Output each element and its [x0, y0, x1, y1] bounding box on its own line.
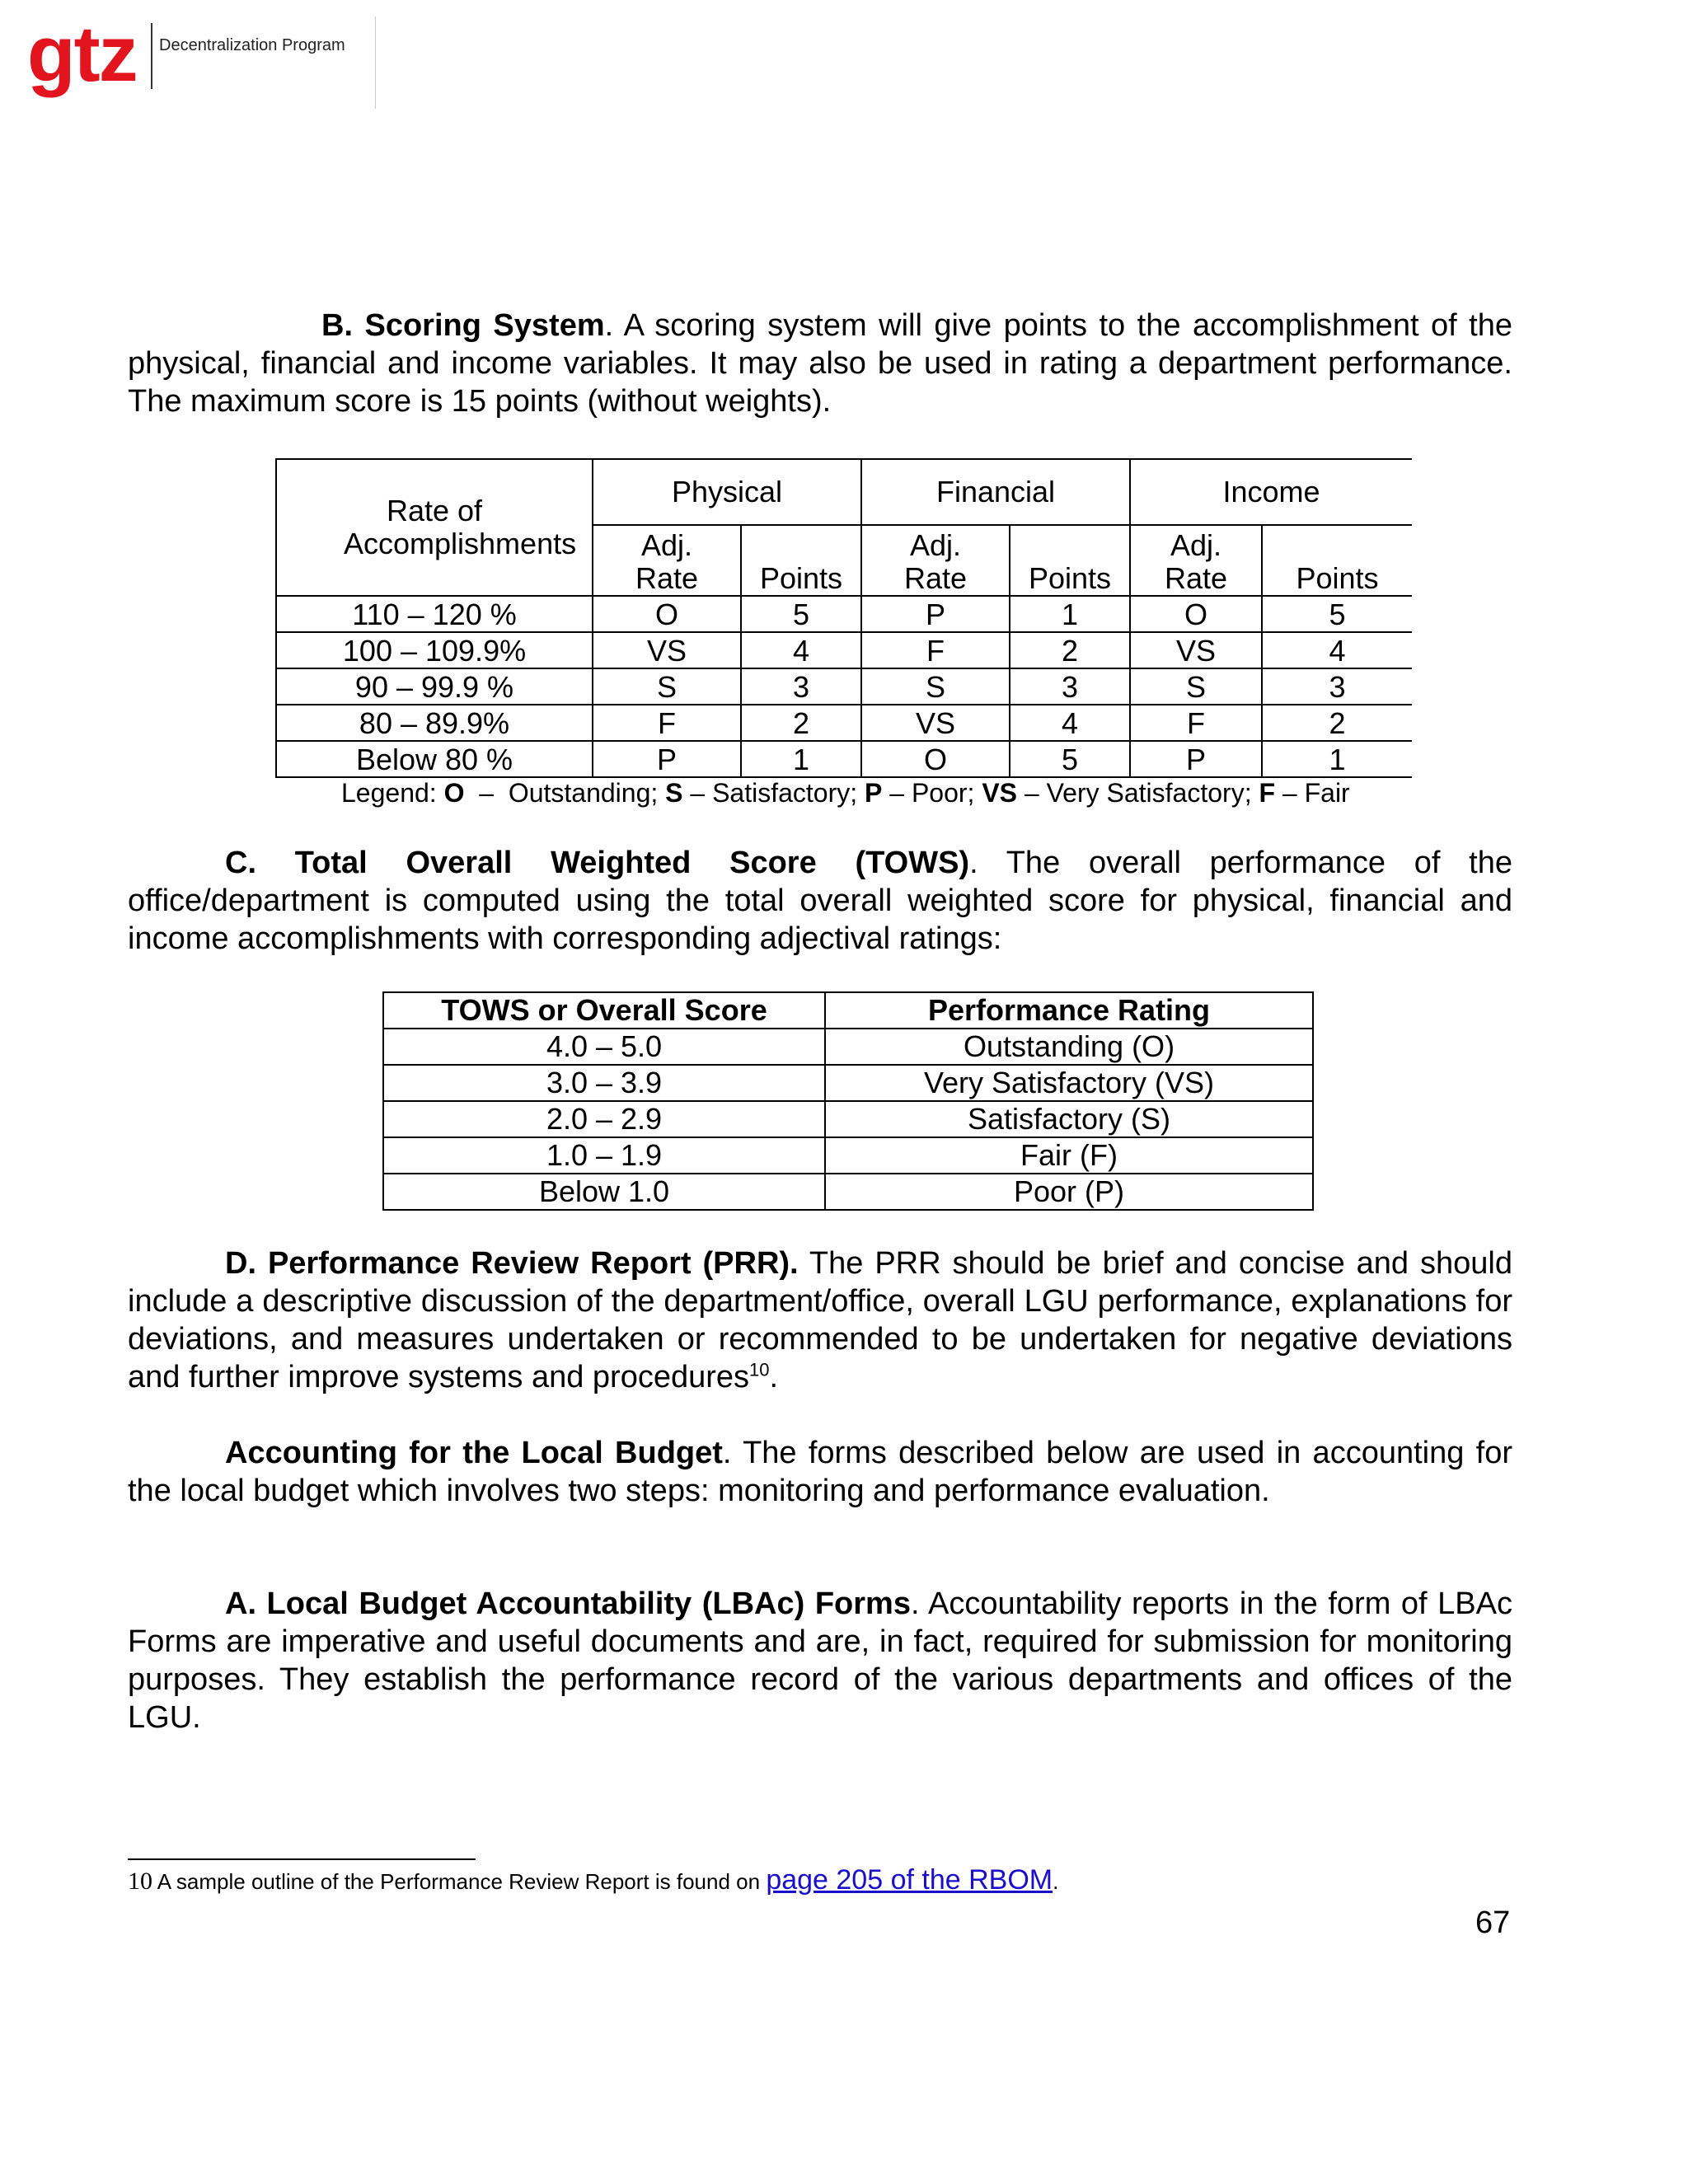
table-cell: 2 — [741, 705, 861, 741]
group-physical: Physical — [593, 459, 861, 525]
section-b-text: . A scoring system will give points to the accomplishment of the physical, financial and income variables. It may also be used in rating a department performance. The maximum score is 15 points (without weights). — [128, 308, 1513, 419]
legend-text: – Poor; — [882, 778, 982, 808]
table-cell: 1 — [1010, 596, 1130, 632]
legend: Legend: O – Outstanding; S – Satisfactory; P – Poor; VS – Very Satisfactory; F – Fair — [341, 778, 1350, 808]
sub-adj-rate: Adj. Rate — [593, 525, 741, 596]
footnote-ref: 10 — [749, 1359, 770, 1380]
group-financial: Financial — [861, 459, 1130, 525]
table-cell: 2 — [1262, 705, 1412, 741]
legend-text: – Fair — [1275, 778, 1350, 808]
legend-abbr: O — [443, 778, 465, 808]
section-b-title: B. Scoring System — [321, 308, 605, 343]
legend-abbr: P — [865, 778, 883, 808]
table-cell: 1.0 – 1.9 — [383, 1137, 825, 1174]
section-a-title: A. Local Budget Accountability (LBAc) Forms — [225, 1586, 911, 1621]
table-cell: O — [593, 596, 741, 632]
logo-divider — [151, 23, 152, 89]
sub-points: Points — [741, 525, 861, 596]
table-cell: F — [1130, 705, 1262, 741]
table-cell: 4.0 – 5.0 — [383, 1029, 825, 1065]
table-cell: Poor (P) — [825, 1174, 1313, 1210]
table-cell: 5 — [741, 596, 861, 632]
table-row — [276, 705, 1412, 741]
table-cell: 3.0 – 3.9 — [383, 1065, 825, 1101]
table-cell: 1 — [1262, 741, 1412, 777]
legend-text: – Outstanding; — [464, 778, 666, 808]
table-cell: VS — [593, 632, 741, 668]
table-cell: P — [593, 741, 741, 777]
table-cell: Fair (F) — [825, 1137, 1313, 1174]
accounting-paragraph — [128, 1434, 1512, 1510]
table-cell: O — [861, 741, 1010, 777]
section-c-text: . The overall performance of the office/department is computed using the total overall weighted score for physical, financial and income accomplishments with corresponding adjectival ratings: — [128, 846, 1512, 956]
footnote-text: A sample outline of the Performance Review Report is found on — [152, 1869, 767, 1894]
table-cell: Satisfactory (S) — [825, 1101, 1313, 1137]
tows-table — [382, 991, 1314, 1211]
table-cell: 3 — [1262, 668, 1412, 705]
section-d-title: D. Performance Review Report (PRR). — [225, 1246, 799, 1281]
table-row — [383, 1137, 1313, 1174]
table-cell: F — [593, 705, 741, 741]
rbom-link[interactable]: page 205 of the RBOM — [766, 1864, 1053, 1896]
table-row — [383, 1101, 1313, 1137]
legend-text: – Satisfactory; — [682, 778, 865, 808]
table-row — [276, 741, 1412, 777]
header-rule — [375, 16, 376, 109]
section-a-paragraph — [128, 1585, 1512, 1736]
tows-header-row — [383, 992, 1313, 1029]
table-cell: 2.0 – 2.9 — [383, 1101, 825, 1137]
group-income: Income — [1130, 459, 1412, 525]
table-cell: 4 — [1262, 632, 1412, 668]
footnote-number: 10 — [128, 1868, 152, 1895]
table-row — [383, 1065, 1313, 1101]
section-d-paragraph: D. Performance Review Report (PRR). The PRR should be brief and concise and should include a descriptive discussion of the department/office, overall LGU performance, explanations for deviations, and measures undertaken or recommended to be undertaken for negative deviations and further improve systems and procedures$^{10}$. — [128, 1246, 1512, 1394]
table-cell: VS — [861, 705, 1010, 741]
table-row — [276, 632, 1412, 668]
legend-abbr: F — [1259, 778, 1276, 808]
sub-points: Points — [1262, 525, 1412, 596]
table-cell: 5 — [1010, 741, 1130, 777]
section-d-text: The PRR should be brief and concise and should include a descriptive discussion of the department/office, overall LGU performance, explanations for deviations, and measures undertaken or recommended to be undertaken for negative deviations and further improve systems and procedures — [128, 1246, 1512, 1394]
section-a-text: . Accountability reports in the form of LBAc Forms are imperative and useful documents and are, in fact, required for submission for monitoring purposes. They establish the performance record of the various departments and offices of the LGU. — [128, 1586, 1512, 1735]
section-b-paragraph — [128, 307, 1512, 420]
table-cell: P — [861, 596, 1010, 632]
sub-adj-rate: Adj. Rate — [861, 525, 1010, 596]
table-cell: F — [861, 632, 1010, 668]
table-row — [276, 668, 1412, 705]
scoring-table-body — [276, 596, 1412, 777]
table-cell: Below 80 % — [276, 741, 593, 777]
table-cell: 1 — [741, 741, 861, 777]
legend-text: – Very Satisfactory; — [1017, 778, 1259, 808]
table-cell: 2 — [1010, 632, 1130, 668]
table-cell: 4 — [741, 632, 861, 668]
table-cell: 3 — [1010, 668, 1130, 705]
tows-header-cell: Performance Rating — [825, 992, 1313, 1029]
table-row — [276, 596, 1412, 632]
table-cell: VS — [1130, 632, 1262, 668]
tows-header-cell: TOWS or Overall Score — [383, 992, 825, 1029]
table-cell: 4 — [1010, 705, 1130, 741]
table-cell: Outstanding (O) — [825, 1029, 1313, 1065]
sub-adj-rate: Adj. Rate — [1130, 525, 1262, 596]
accounting-text: . The forms described below are used in accounting for the local budget which involves two steps: monitoring and performance evaluation. — [128, 1436, 1512, 1508]
sub-points: Points — [1010, 525, 1130, 596]
col-rate-header: Rate of Accomplishments — [276, 459, 593, 596]
table-cell: 3 — [741, 668, 861, 705]
table-cell: S — [593, 668, 741, 705]
scoring-table — [275, 458, 1412, 778]
section-c-title: C. Total Overall Weighted Score (TOWS) — [225, 846, 970, 880]
footnote: 10 A sample outline of the Performance Review Report is found on page 205 of the RBOM. — [128, 1864, 1059, 1896]
program-name: Decentralization Program — [159, 36, 345, 54]
table-cell: 90 – 99.9 % — [276, 668, 593, 705]
table-cell: Below 1.0 — [383, 1174, 825, 1210]
table-cell: 100 – 109.9% — [276, 632, 593, 668]
table-cell: Very Satisfactory (VS) — [825, 1065, 1313, 1101]
table-row — [383, 1174, 1313, 1210]
table-cell: S — [1130, 668, 1262, 705]
footnote-rule — [128, 1858, 476, 1860]
table-cell: S — [861, 668, 1010, 705]
table-cell: 110 – 120 % — [276, 596, 593, 632]
table-cell: 80 – 89.9% — [276, 705, 593, 741]
table-cell: 5 — [1262, 596, 1412, 632]
gtz-logo: gtz — [27, 10, 137, 98]
section-c-paragraph — [128, 844, 1512, 958]
table-row — [383, 1029, 1313, 1065]
page-number: 67 — [1475, 1905, 1511, 1940]
legend-abbr: S — [665, 778, 683, 808]
legend-items — [444, 778, 1350, 808]
legend-abbr: VS — [982, 778, 1018, 808]
table-cell: P — [1130, 741, 1262, 777]
table-cell: O — [1130, 596, 1262, 632]
accounting-title: Accounting for the Local Budget — [225, 1436, 723, 1470]
